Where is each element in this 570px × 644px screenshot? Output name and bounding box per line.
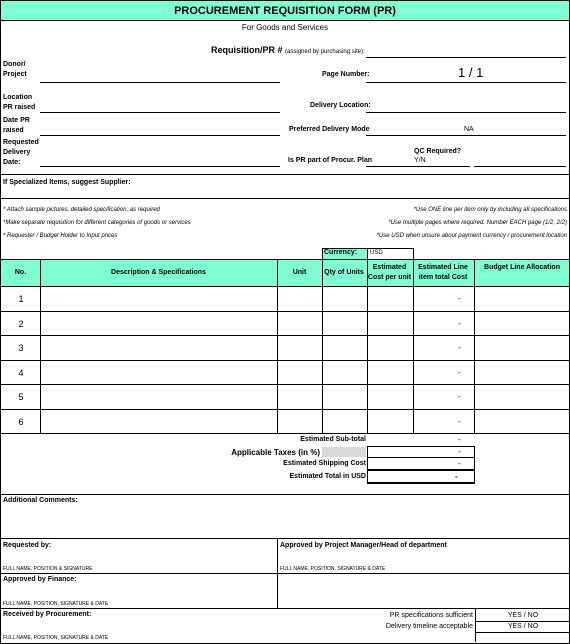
table-row-divider (1, 433, 569, 434)
pr-sufficient-value[interactable]: YES / NO (507, 612, 539, 619)
approved-pm-sig: FULL NAME, POSITION, SIGNATURE & DATE (280, 566, 386, 572)
divider (475, 608, 476, 642)
requested-by-sig: FULL NAME, POSITION & SIGNATURE (3, 566, 93, 572)
preferred-delivery-field[interactable] (366, 135, 566, 136)
shipping-value: - (458, 459, 461, 468)
approved-pm-label: Approved by Project Manager/Head of department (280, 542, 447, 549)
row-line-total: - (458, 416, 461, 426)
shipping-label: Estimated Shipping Cost (283, 460, 366, 467)
donor-field[interactable] (40, 82, 280, 83)
location-label: Location PR raised (3, 94, 36, 111)
date-label: Date PR raised (3, 117, 30, 134)
preferred-delivery-value: NA (464, 126, 474, 133)
requested-by-label: Requested by: (3, 542, 52, 549)
table-row[interactable] (1, 384, 569, 409)
procur-plan-label: Is PR part of Procur. Plan (288, 157, 373, 164)
notes-right (267, 204, 567, 243)
procur-plan-field[interactable] (366, 166, 470, 167)
notes-left (3, 204, 191, 243)
requisition-label: Requisition/PR # (assigned by purchasing site): (211, 45, 365, 55)
delivery-location-label: Delivery Location: (310, 102, 371, 109)
divider (1, 494, 569, 495)
total-label: Estimated Total in USD (289, 473, 366, 480)
requested-delivery-label: Requested Delivery Date: (3, 139, 39, 166)
currency-value: USD (370, 250, 383, 256)
row-number: 2 (18, 318, 24, 329)
divider (475, 632, 569, 633)
divider (1, 608, 569, 609)
divider (1, 174, 569, 175)
approved-finance-sig: FULL NAME, POSITION, SIGNATURE & DATE (3, 601, 109, 607)
total-value: - (455, 472, 458, 481)
divider (1, 198, 569, 199)
header-budget: Budget Line Allocation (484, 264, 560, 271)
header-qty: Qty of Units (324, 269, 364, 276)
header-line-total: Estimated Line item total Cost (418, 264, 468, 281)
form-subtitle: For Goods and Services (241, 23, 329, 32)
divider (475, 621, 569, 622)
date-field[interactable] (40, 135, 280, 136)
delivery-location-field[interactable] (366, 112, 566, 113)
currency-label: Currency: (324, 249, 358, 256)
received-by-sig: FULL NAME, POSITION, SIGNATURE & DATE (3, 635, 109, 641)
table-row[interactable] (1, 311, 569, 336)
note-item: *Use multiple pages where required. Number EACH page (1/2, 2/2) (388, 220, 567, 226)
comments-field[interactable] (1, 507, 569, 537)
requisition-field[interactable] (366, 57, 566, 58)
header-no: No. (14, 269, 27, 276)
row-line-total: - (458, 294, 461, 303)
location-field[interactable] (40, 112, 280, 113)
table-row[interactable] (1, 409, 569, 434)
delivery-acceptable-label: Delivery timeline acceptable (385, 623, 473, 630)
table-row[interactable] (1, 360, 569, 385)
header-cost: Estimated Cost per unit (367, 264, 412, 281)
note-item: * Requester / Budget Holder to Input prices (3, 233, 118, 239)
page-number-label: Page Number: (322, 71, 370, 78)
header-desc: Description & Specifications (111, 269, 206, 276)
divider (1, 573, 569, 574)
approved-finance-label: Approved by Finance: (3, 576, 77, 583)
page-number-field (366, 82, 566, 83)
row-line-total: - (458, 343, 461, 352)
page-number-value: 1 / 1 (458, 65, 484, 80)
table-row[interactable] (1, 286, 569, 311)
row-number: 1 (18, 294, 24, 304)
pr-sufficient-label: PR specifications sufficient (389, 612, 473, 619)
table-row[interactable] (1, 335, 569, 360)
row-number: 4 (18, 367, 24, 378)
qc-value: Y/N (414, 157, 426, 164)
row-line-total: - (458, 367, 461, 377)
donor-label: Donor/ Project (3, 61, 27, 78)
subtotal-label: Estimated Sub-total (300, 436, 366, 443)
qc-field[interactable] (474, 166, 566, 167)
taxes-input[interactable] (322, 447, 366, 457)
row-number: 3 (18, 343, 24, 353)
comments-label: Additional Comments: (3, 497, 78, 504)
note-item: * Attach sample pictures, detailed specification, as required (3, 207, 160, 213)
divider (367, 457, 474, 458)
taxes-label: Applicable Taxes (in %) (231, 448, 320, 457)
row-number: 6 (18, 416, 24, 427)
note-item: *Make separate requisition for different categories of goods or services (3, 220, 191, 226)
divider (1, 538, 569, 539)
subtotal-value: - (458, 435, 461, 444)
preferred-delivery-label: Preferred Delivery Mode (289, 126, 370, 133)
qc-label: QC Required? (414, 148, 462, 155)
total-box (367, 469, 475, 484)
delivery-acceptable-value[interactable]: YES / NO (507, 623, 539, 630)
supplier-label: If Specialized Items, suggest Supplier: (3, 179, 131, 186)
requested-delivery-field[interactable] (40, 166, 280, 167)
note-item: *Use ONE line per item only by including all specifications (413, 207, 567, 213)
row-line-total: - (458, 392, 461, 401)
row-number: 5 (18, 392, 24, 402)
row-line-total: - (458, 318, 461, 328)
note-item: *Use USD when unsure about payment currency / procurement location (376, 233, 567, 239)
taxes-value: - (458, 447, 461, 456)
header-unit: Unit (292, 269, 307, 276)
form-title: PROCUREMENT REQUISITION FORM (PR) (174, 5, 396, 17)
received-by-label: Received by Procurement: (3, 611, 92, 618)
